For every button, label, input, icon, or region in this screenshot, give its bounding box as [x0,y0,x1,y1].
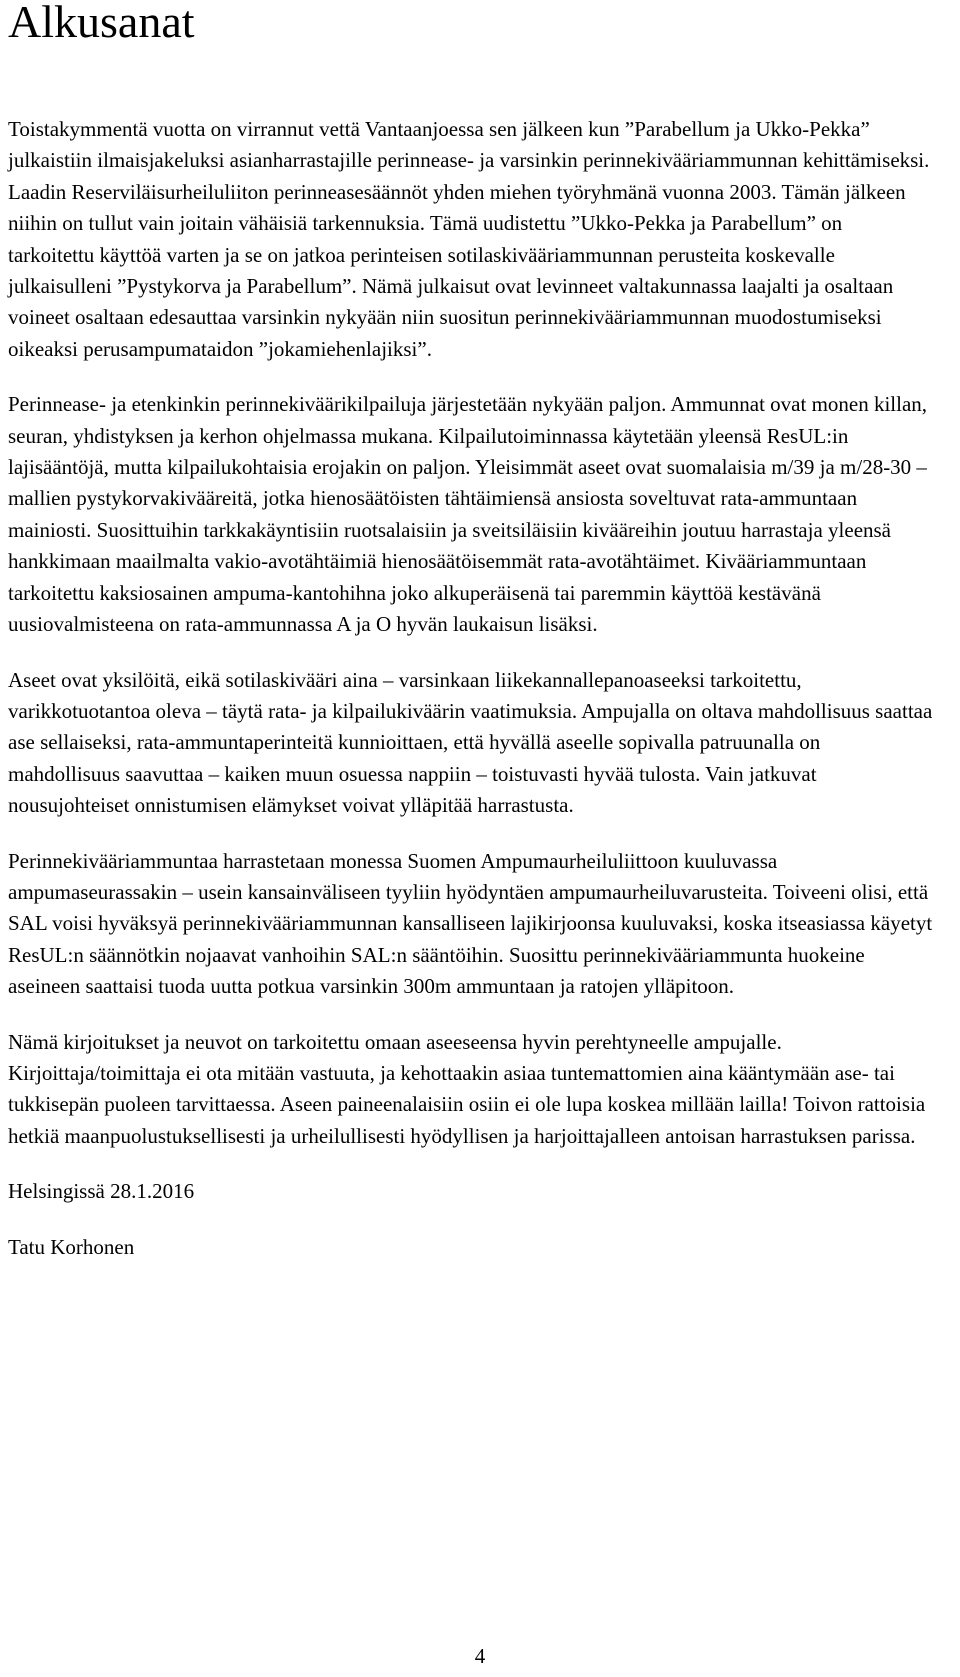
paragraph-3: Aseet ovat yksilöitä, eikä sotilaskivääri aina – varsinkaan liikekannallepanoaseeksi tarkoitettu, varikkotuotantoa oleva – täytä rata- ja kilpailukiväärin vaatimuksia. Ampujalla on oltava mahdollisuus saattaa ase sellaiseksi, rata-ammuntaperinteitä kunnioittaen, että hyvällä aseelle sopivalla patruunalla on mahdollisuus saavuttaa – kaiken muun osuessa nappiin – toistuvasti hyvää tulosta. Vain jatkuvat nousujohteiset onnistumisen elämykset voivat ylläpitää harrastusta. [8,667,933,818]
place-date: Helsingissä 28.1.2016 [8,1179,195,1204]
author-name: Tatu Korhonen [8,1234,135,1259]
paragraph-5: Nämä kirjoitukset ja neuvot on tarkoitettu omaan aseeseensa hyvin perehtyneelle ampujalle. Kirjoittaja/toimittaja ei ota mitään vastuuta, ja kehottaakin asiaa tuntemattomien aina kääntymään ase- tai tukkisepän puoleen tarvittaessa. Aseen paineenalaisiin osiin ei ole lupa koskea millään lailla! Toivon rattoisia hetkiä maanpuolustuksellisesti ja urheilullisesti hyödyllisen ja harjoittajalleen antoisan harrastuksen parissa. [8,1029,926,1148]
page-number: 4 [474,1644,486,1668]
page-title: Alkusanat [8,0,195,47]
paragraph-2: Perinnease- ja etenkinkin perinnekiväärikilpailuja järjestetään nykyään paljon. Ammunnat ovat monen killan, seuran, yhdistyksen ja kerhon ohjelmassa mukana. Kilpailutoiminnassa käytetään yleensä ResUL:in lajisääntöjä, mutta kilpailukohtaisia erojakin on paljon. Yleisimmät aseet ovat suomalaisia m/39 ja m/28-30 –mallien pystykorvakivääreitä, jotka hienosäätöisten tähtäimiensä ansiosta soveltuvat rata-ammuntaan mainiosti. Suosittuihin tarkkakäyntisiin ruotsalaisiin ja sveitsiläisiin kivääreihin joutuu harrastaja yleensä hankkimaan maailmalta vakio-avotähtäimiä hienosäätöisemmät rata-avotähtäimet. Kivääriammuntaan tarkoitettu kaksiosainen ampuma-kantohihna joko alkuperäisenä tai paremmin käyttöä kestävänä uusiovalmisteena on rata-ammunnassa A ja O hyvän laukaisun lisäksi. [8,392,928,637]
paragraph-4: Perinnekivääriammuntaa harrastetaan monessa Suomen Ampumaurheiluliittoon kuuluvassa ampumaseurassakin – usein kansainväliseen tyyliin hyödyntäen ampumaurheiluvarusteita. Toiveeni olisi, että SAL voisi hyväksyä perinnekivääriammunnan kansalliseen lajikirjoonsa kuuluvaksi, koska itseasiassa käyetyt ResUL:n säännötkin nojaavat vanhoihin SAL:n sääntöihin. Suosittu perinnekivääriammunta huokeine aseineen saattaisi tuoda uutta potkua varsinkin 300m ammuntaan ja ratojen ylläpitoon. [8,848,933,999]
body-text [8,114,933,1287]
paragraph-1: Toistakymmentä vuotta on virrannut vettä Vantaanjoessa sen jälkeen kun ”Parabellum ja Ukko-Pekka” julkaistiin ilmaisjakeluksi asianharrastajille perinnease- ja varsinkin perinnekivääriammunnan kehittämiseksi. Laadin Reserviläisurheiluliiton perinneasesäännöt yhden miehen työryhmänä vuonna 2003. Tämän jälkeen niihin on tullut vain joitain vähäisiä tarkennuksia. Tämä uudistettu ”Ukko-Pekka ja Parabellum” on tarkoitettu käyttöä varten ja se on jatkoa perinteisen sotilaskivääriammunnan perusteita koskevalle julkaisulleni ”Pystykorva ja Parabellum”. Nämä julkaisut ovat levinneet valtakunnassa laajalti ja osaltaan voineet osaltaan edesauttaa varsinkin nykyään niin suositun perinnekivääriammunnan muodostumiseksi oikeaksi perusampumataidon ”jokamiehenlajiksi”. [8,117,930,361]
